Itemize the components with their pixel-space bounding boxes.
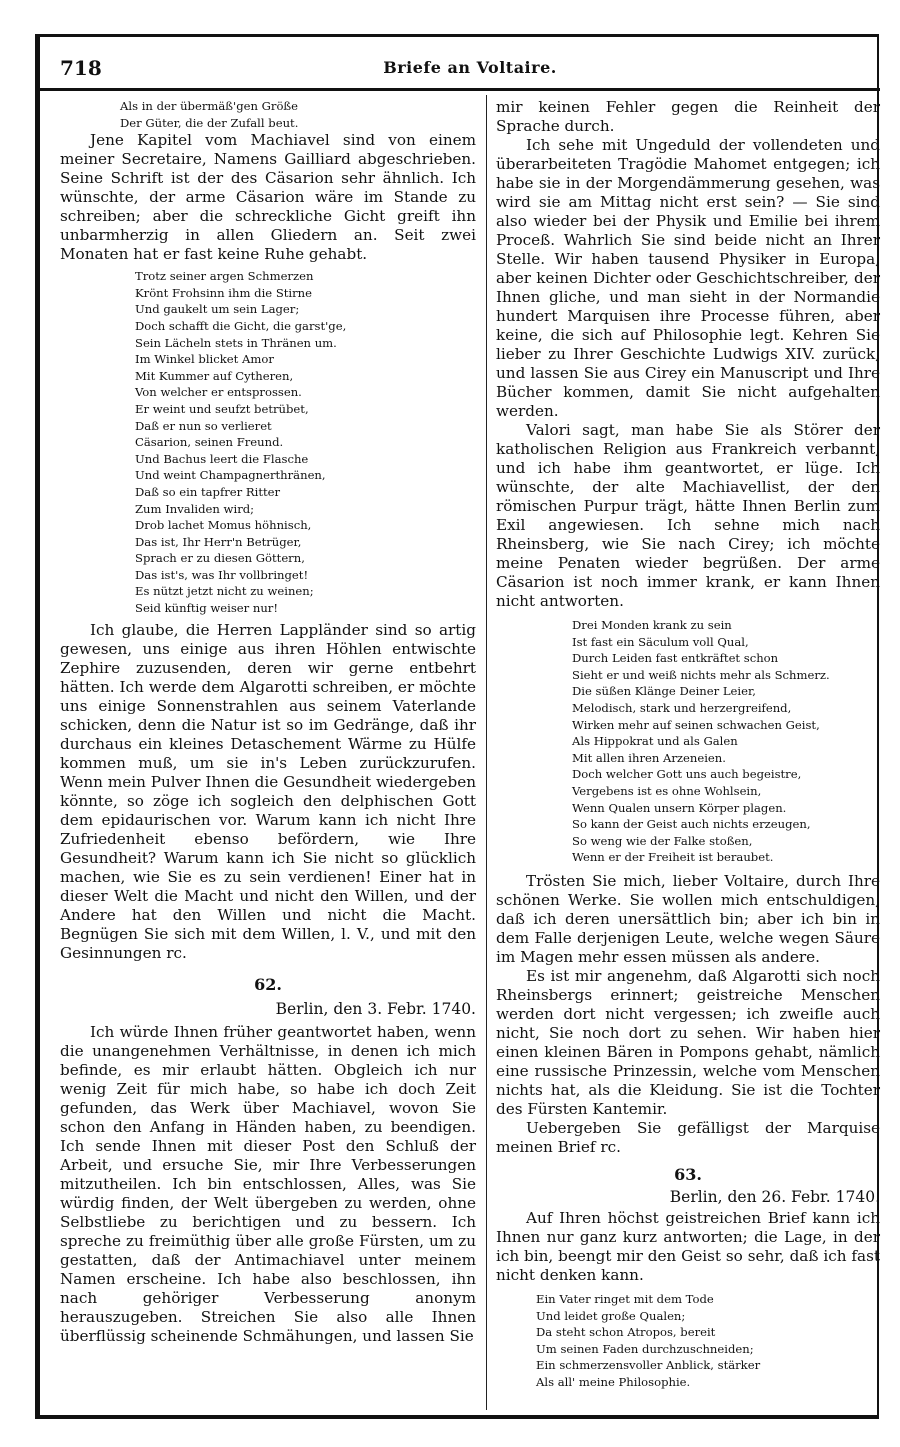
verse-line: Ist fast ein Säculum voll Qual, [572, 634, 749, 649]
verse-line: Und weint Champagnerthränen, [135, 468, 326, 483]
paragraph: mir keinen Fehler gegen die Reinheit der Sprache durch. [496, 98, 880, 135]
verse-line: Da steht schon Atropos, bereit [536, 1325, 716, 1340]
verse-line: Der Güter, die der Zufall beut. [120, 115, 299, 130]
verse-line: Er weint und seufzt betrübet, [135, 401, 309, 416]
running-title: Briefe an Voltaire. [383, 58, 557, 77]
paragraph: Ich sehe mit Ungeduld der vollendeten und überarbeiteten Tragödie Mahomet entgegen; ich habe sie in der Morgendämmerung gesehen, was wird sie am Mittag nicht erst sein? — Sie sind also wieder bei der Physik und Emilie bei ihrem Proceß. Wahrlich Sie sind beide nicht an Ihrer Stelle. Wir haben tausend Physiker in Europa, aber keinen Dichter oder Geschichtschreiber, der Ihnen gliche, und man sieht in der Normandie hundert Marquisen ihre Processe führen, aber keine, die sich auf Philosophie legt. Kehren Sie lieber zu Ihrer Geschichte Ludwigs XIV. zurück, und lassen Sie aus Cirey ein Manuscript und Ihre Bücher kommen, damit Sie nicht aufgehalten werden. [496, 136, 880, 420]
page-header [60, 56, 880, 86]
verse-line: Wenn Qualen unsern Körper plagen. [572, 800, 787, 815]
verse-line: Im Winkel blicket Amor [135, 352, 274, 367]
verse-line: Wenn er der Freiheit ist beraubet. [572, 850, 774, 865]
verse-line: Drei Monden krank zu sein [572, 618, 732, 632]
verse-line: Das ist, Ihr Herr'n Betrüger, [135, 534, 302, 549]
verse-block [60, 268, 476, 616]
verse-line: Die süßen Klänge Deiner Leier, [572, 684, 756, 699]
verse-line: Wirken mehr auf seinen schwachen Geist, [572, 717, 820, 732]
verse-line: Seid künftig weiser nur! [135, 601, 279, 616]
verse-line: Und Bachus leert die Flasche [135, 451, 309, 466]
left-column [60, 98, 476, 1346]
verse-block [60, 98, 476, 131]
right-column [496, 98, 880, 1390]
verse-line: Ein Vater ringet mit dem Tode [536, 1291, 714, 1306]
paragraph: Ich würde Ihnen früher geantwortet haben, wenn die unangenehmen Verhältnisse, in denen ich mich befinde, es mir erlaubt hätten. Obgleich ich nur wenig Zeit für mich habe, so habe ich doch Zeit gefunden, das Werk über Machiavel, wovon Sie schon den Anfang in Händen haben, zu beendigen. Ich sende Ihnen mit dieser Post den Schluß der Arbeit, und ersuche Sie, mir Ihre Verbesserungen mitzutheilen. Ich bin entschlossen, Alles, was Sie würdig finden, der Welt übergeben zu werden, ohne Selbstliebe zu berichtigen und zu bessern. Ich spreche zu freimüthig über alle große Fürsten, um zu gestatten, daß der Antimachiavel unter meinem Namen erscheine. Ich habe also beschlossen, ihn nach gehöriger Verbesserung anonym herauszugeben. Streichen Sie also alle Ihnen überflüssig scheinende Schmähungen, und lassen Sie [60, 1022, 476, 1345]
verse-line: Es nützt jetzt nicht zu weinen; [135, 584, 314, 599]
verse-line: Zum Invaliden wird; [135, 501, 255, 516]
verse-line: Das ist's, was Ihr vollbringet! [135, 567, 309, 582]
verse-line: Vergebens ist es ohne Wohlsein, [572, 783, 762, 798]
verse-line: Mit Kummer auf Cytheren, [135, 368, 294, 383]
verse-block [496, 617, 880, 866]
paragraph: Ich glaube, die Herren Lappländer sind so artig gewesen, uns einige aus ihren Höhlen entwischte Zephire zuzusenden, deren wir gerne entbehrt hätten. Ich werde dem Algarotti schreiben, er möchte uns einige Sonnenstrahlen aus seinem Vaterlande schicken, denn die Natur ist so im Gedränge, daß ihr durchaus ein kleines Detaschement Wärme zu Hülfe kommen muß, um sie in's Leben zurückzurufen. Wenn mein Pulver Ihnen die Gesundheit wiedergeben könnte, so zöge ich sogleich den delphischen Gott dem epidaurischen vor. Warum kann ich nicht Ihre Zufriedenheit ebenso befördern, wie Ihre Gesundheit? Warum kann ich Sie nicht so glücklich machen, wie Sie es zu sein verdienen! Einer hat in dieser Welt die Macht und nicht den Willen, und der Andere hat den Willen und nicht die Macht. Begnügen Sie sich mit dem Willen, l. V., und mit den Gesinnungen rc. [60, 620, 476, 962]
verse-line: Durch Leiden fast entkräftet schon [572, 651, 779, 666]
header-rule [40, 88, 880, 91]
verse-line: Als in der übermäß'gen Größe [120, 99, 299, 113]
letter-dateline: Berlin, den 26. Febr. 1740. [669, 1187, 880, 1206]
verse-line: Daß so ein tapfrer Ritter [135, 484, 281, 499]
verse-line: Und leidet große Qualen; [536, 1308, 686, 1323]
letter-number: 63. [674, 1164, 702, 1184]
verse-line: Und gaukelt um sein Lager; [135, 302, 300, 317]
verse-block [496, 1291, 880, 1391]
verse-line: Als all' meine Philosophie. [536, 1374, 691, 1389]
verse-line: So kann der Geist auch nichts erzeugen, [572, 817, 811, 832]
verse-line: Sieht er und weiß nichts mehr als Schmerz. [572, 667, 830, 682]
verse-line: Um seinen Faden durchzuschneiden; [536, 1341, 754, 1356]
verse-line: Cäsarion, seinen Freund. [135, 435, 284, 450]
verse-line: Von welcher er entsprossen. [135, 385, 302, 400]
verse-line: Doch schafft die Gicht, die garst'ge, [135, 318, 347, 333]
paragraph: Es ist mir angenehm, daß Algarotti sich noch Rheinsbergs erinnert; geistreiche Menschen werden dort nicht vergessen; ich zweifle auch nicht, Sie noch dort zu sehen. Wir haben hier einen kleinen Bären in Pompons gehabt, nämlich eine russische Prinzessin, welche vom Menschen nichts hat, als die Kleidung. Sie ist die Tochter des Fürsten Kantemir. [496, 966, 880, 1118]
verse-line: Mit allen ihren Arzeneien. [572, 750, 726, 765]
paragraph: Valori sagt, man habe Sie als Störer der katholischen Religion aus Frankreich verbannt, und ich habe ihm geantwortet, er lüge. Ich wünschte, der alte Machiavellist, der den römischen Purpur trägt, hätte Ihnen Berlin zum Exil angewiesen. Ich sehne mich nach Rheinsberg, wie Sie nach Cirey; ich möchte meine Penaten wieder begrüßen. Der arme Cäsarion ist noch immer krank, er kann Ihnen nicht antworten. [496, 421, 880, 610]
verse-line: Melodisch, stark und herzergreifend, [572, 700, 792, 715]
paragraph: Uebergeben Sie gefälligst der Marquise meinen Brief rc. [496, 1118, 880, 1156]
letter-number: 62. [254, 974, 282, 994]
verse-line: Als Hippokrat und als Galen [572, 734, 738, 749]
column-divider [486, 95, 487, 1410]
paragraph: Auf Ihren höchst geistreichen Brief kann ich Ihnen nur ganz kurz antworten; die Lage, in der ich bin, beengt mir den Geist so sehr, daß ich fast nicht denken kann. [496, 1208, 880, 1284]
verse-line: So weng wie der Falke stoßen, [572, 833, 753, 848]
paragraph: Jene Kapitel vom Machiavel sind von einem meiner Secretaire, Namens Gailliard abgeschrieben. Seine Schrift ist der des Cäsarion sehr ähnlich. Ich wünschte, der arme Cäsarion wäre im Stande zu schreiben; aber die schreckliche Gicht greift ihn unbarmherzig in allen Gliedern an. Seit zwei Monaten hat er fast keine Ruhe gehabt. [60, 131, 476, 264]
verse-line: Doch welcher Gott uns auch begeistre, [572, 767, 802, 782]
verse-line: Sein Lächeln stets in Thränen um. [135, 335, 337, 350]
paragraph: Trösten Sie mich, lieber Voltaire, durch Ihre schönen Werke. Sie wollen mich entschuldigen, daß ich deren unersättlich bin; aber ich bin in dem Falle derjenigen Leute, welche wegen Säure im Magen mehr essen müssen als andere. [496, 871, 880, 966]
verse-line: Drob lachet Momus höhnisch, [135, 518, 312, 533]
letter-dateline: Berlin, den 3. Febr. 1740. [275, 999, 476, 1018]
verse-line: Sprach er zu diesen Göttern, [135, 551, 305, 566]
verse-line: Daß er nun so verlieret [135, 418, 272, 433]
page-number: 718 [60, 56, 102, 80]
verse-line: Ein schmerzensvoller Anblick, stärker [536, 1358, 761, 1373]
verse-line: Trotz seiner argen Schmerzen [135, 269, 314, 284]
verse-line: Krönt Frohsinn ihm die Stirne [135, 285, 313, 300]
